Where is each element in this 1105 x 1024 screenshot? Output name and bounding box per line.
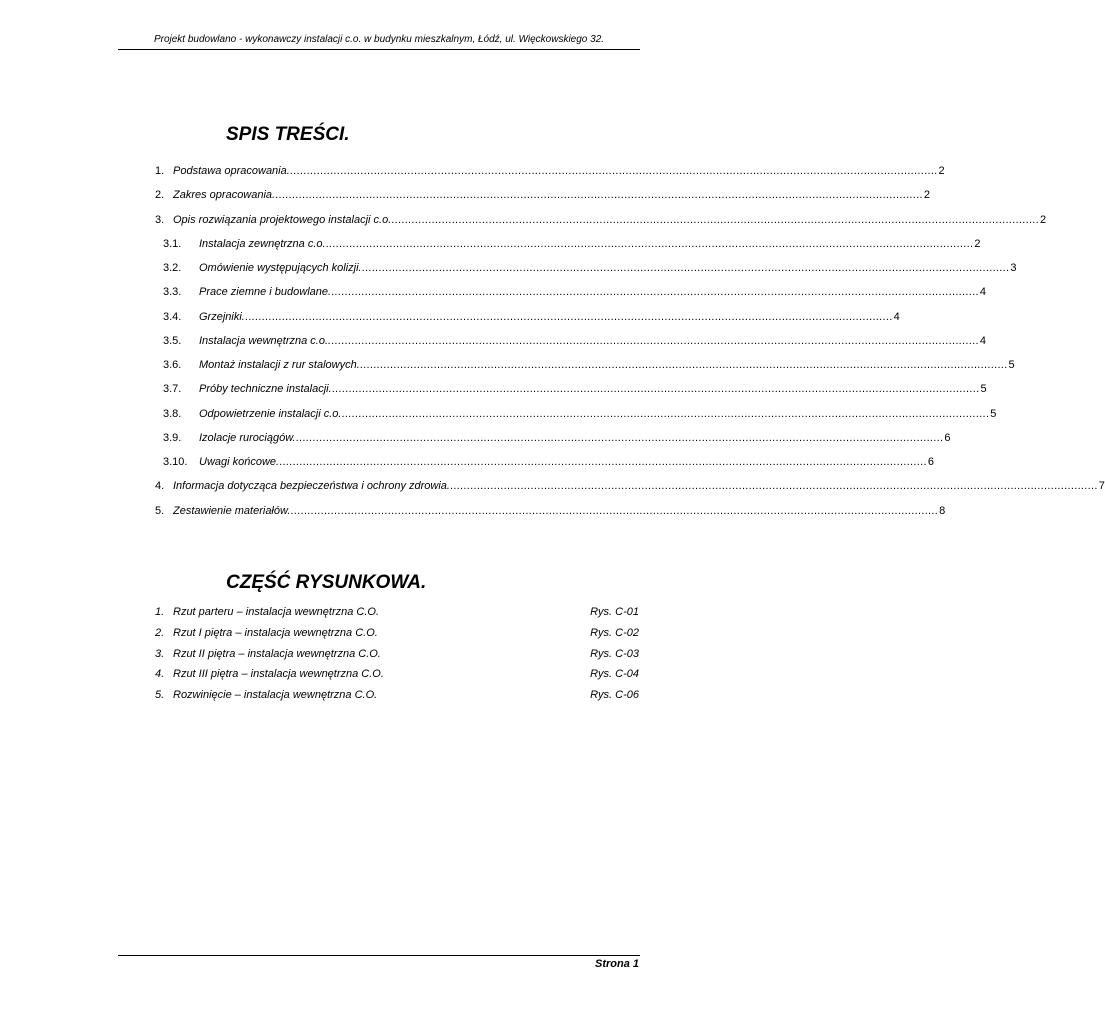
toc-leader-dots: ................................................................................................................................................................................................. — [279, 456, 927, 468]
toc-entry-title: Montaż instalacji z rur stalowych. — [199, 359, 360, 371]
toc-entry-title: Instalacja zewnętrzna c.o. — [199, 237, 326, 250]
toc-entry-title: Próby techniczne instalacji. — [199, 383, 332, 396]
toc-entry-number: 4. — [155, 480, 165, 493]
toc-entry-page: 3 — [1010, 262, 1017, 274]
toc-leader-dots: ................................................................................................................................................................................................. — [331, 334, 979, 347]
toc-entry-page: 6 — [944, 431, 951, 444]
toc-entry-page: 4 — [979, 286, 986, 299]
table-of-contents — [155, 164, 1105, 528]
drawing-entry-number: 1. — [155, 606, 165, 618]
toc-leader-dots: ................................................................................................................................................................................................. — [275, 189, 923, 202]
drawing-entry-ref: Rys. C-03 — [590, 647, 639, 660]
toc-leader-dots: ................................................................................................................................................................................................. — [331, 383, 980, 396]
toc-entry[interactable] — [155, 237, 981, 261]
toc-entry-number: 5. — [155, 504, 165, 517]
toc-entry[interactable] — [155, 358, 1015, 382]
toc-entry-number: 2. — [155, 189, 165, 202]
toc-entry[interactable] — [155, 455, 934, 479]
drawing-entry-title: Rzut II piętra – instalacja wewnętrzna C.O. — [173, 647, 381, 660]
toc-heading: SPIS TREŚCI. — [226, 124, 350, 145]
toc-entry[interactable] — [155, 431, 951, 455]
drawing-entry-ref: Rys. C-02 — [590, 626, 639, 639]
toc-entry-number: 3.10. — [163, 456, 188, 468]
toc-entry-number: 3.4. — [163, 310, 182, 323]
page-number: Strona 1 — [594, 958, 639, 970]
toc-entry-title: Odpowietrzenie instalacji c.o. — [199, 407, 342, 420]
drawing-entry-number: 3. — [155, 647, 165, 660]
toc-leader-dots: ................................................................................................................................................................................................. — [289, 165, 938, 177]
toc-entry-page: 6 — [927, 456, 934, 468]
toc-entry-number: 3. — [155, 213, 165, 226]
drawing-entry — [155, 605, 639, 626]
drawing-entry-ref: Rys. C-06 — [590, 689, 639, 701]
drawings-heading: CZĘŚĆ RYSUNKOWA. — [226, 572, 427, 593]
toc-entry-title: Uwagi końcowe. — [199, 456, 280, 468]
drawings-list — [155, 605, 639, 709]
toc-entry-page: 5 — [1008, 359, 1015, 371]
toc-entry-page: 4 — [893, 310, 900, 323]
toc-entry-title: Zestawienie materiałów. — [173, 504, 291, 517]
toc-entry-number: 3.5. — [163, 334, 182, 347]
drawing-entry-ref: Rys. C-01 — [590, 606, 639, 618]
toc-entry[interactable] — [155, 285, 986, 309]
toc-leader-dots: ................................................................................................................................................................................................. — [359, 359, 1008, 371]
toc-entry-page: 2 — [1040, 213, 1047, 226]
toc-entry-page: 2 — [938, 165, 945, 177]
toc-entry-page: 5 — [980, 383, 987, 396]
toc-entry[interactable] — [155, 479, 1105, 503]
toc-entry-number: 3.7. — [163, 383, 182, 396]
toc-leader-dots: ................................................................................................................................................................................................. — [325, 237, 974, 250]
page-header: Projekt budowlano - wykonawczy instalacji c.o. w budynku mieszkalnym, Łódź, ul. Więckowskiego 32. — [153, 34, 605, 45]
toc-entry[interactable] — [155, 407, 997, 431]
toc-entry-title: Zakres opracowania. — [173, 189, 276, 202]
toc-leader-dots: ................................................................................................................................................................................................. — [290, 504, 939, 517]
toc-entry-title: Informacja dotycząca bezpieczeństwa i ochrony zdrowia. — [173, 480, 450, 493]
toc-entry-page: 2 — [974, 237, 981, 250]
toc-entry[interactable] — [155, 213, 1047, 237]
toc-entry-page: 8 — [939, 504, 946, 517]
drawing-entry-ref: Rys. C-04 — [590, 668, 639, 681]
toc-entry-page: 7 — [1098, 480, 1105, 493]
toc-entry-page: 4 — [979, 334, 986, 347]
toc-entry-title: Grzejniki. — [199, 310, 245, 323]
toc-leader-dots: ................................................................................................................................................................................................. — [331, 286, 979, 299]
drawing-entry-title: Rzut I piętra – instalacja wewnętrzna C.O. — [173, 626, 378, 639]
toc-leader-dots: ................................................................................................................................................................................................. — [449, 480, 1098, 493]
toc-entry-title: Prace ziemne i budowlane. — [199, 286, 332, 299]
toc-entry-number: 3.2. — [163, 262, 182, 274]
drawing-entry — [155, 667, 639, 688]
toc-entry-title: Omówienie występujących kolizji. — [199, 262, 362, 274]
toc-entry[interactable] — [155, 188, 930, 212]
toc-entry[interactable] — [155, 334, 986, 358]
toc-entry-title: Podstawa opracowania. — [173, 165, 290, 177]
toc-entry[interactable] — [155, 504, 946, 528]
toc-leader-dots: ................................................................................................................................................................................................. — [341, 407, 990, 420]
toc-entry[interactable] — [155, 310, 900, 334]
footer-divider — [118, 955, 640, 956]
toc-entry-number: 3.8. — [163, 407, 182, 420]
drawing-entry-number: 4. — [155, 668, 165, 681]
toc-entry-number: 3.9. — [163, 431, 182, 444]
toc-entry[interactable] — [155, 261, 1017, 285]
drawing-entry — [155, 626, 639, 647]
toc-entry-title: Instalacja wewnętrzna c.o.. — [199, 334, 332, 347]
toc-entry-title: Izolacje rurociągów. — [199, 431, 296, 444]
toc-entry-number: 3.6. — [163, 359, 182, 371]
header-divider — [118, 49, 640, 50]
toc-leader-dots: ................................................................................................................................................................................................. — [361, 262, 1010, 274]
toc-entry-page: 2 — [923, 189, 930, 202]
drawing-entry — [155, 688, 639, 709]
toc-entry[interactable] — [155, 164, 945, 188]
toc-entry-number: 3.3. — [163, 286, 182, 299]
toc-entry-number: 3.1. — [163, 237, 182, 250]
toc-entry-title: Opis rozwiązania projektowego instalacji c.o. — [173, 213, 392, 226]
drawing-entry — [155, 647, 639, 668]
toc-leader-dots: ................................................................................................................................................................................................. — [244, 310, 893, 323]
toc-entry-number: 1. — [155, 165, 165, 177]
drawing-entry-title: Rzut parteru – instalacja wewnętrzna C.O. — [173, 606, 380, 618]
drawing-entry-title: Rozwinięcie – instalacja wewnętrzna C.O. — [173, 689, 378, 701]
toc-leader-dots: ................................................................................................................................................................................................. — [391, 213, 1040, 226]
toc-entry[interactable] — [155, 382, 987, 406]
toc-leader-dots: ................................................................................................................................................................................................. — [295, 431, 944, 444]
drawing-entry-number: 5. — [155, 689, 165, 701]
drawing-entry-number: 2. — [155, 626, 165, 639]
toc-entry-page: 5 — [990, 407, 997, 420]
drawing-entry-title: Rzut III piętra – instalacja wewnętrzna C.O. — [173, 668, 384, 681]
